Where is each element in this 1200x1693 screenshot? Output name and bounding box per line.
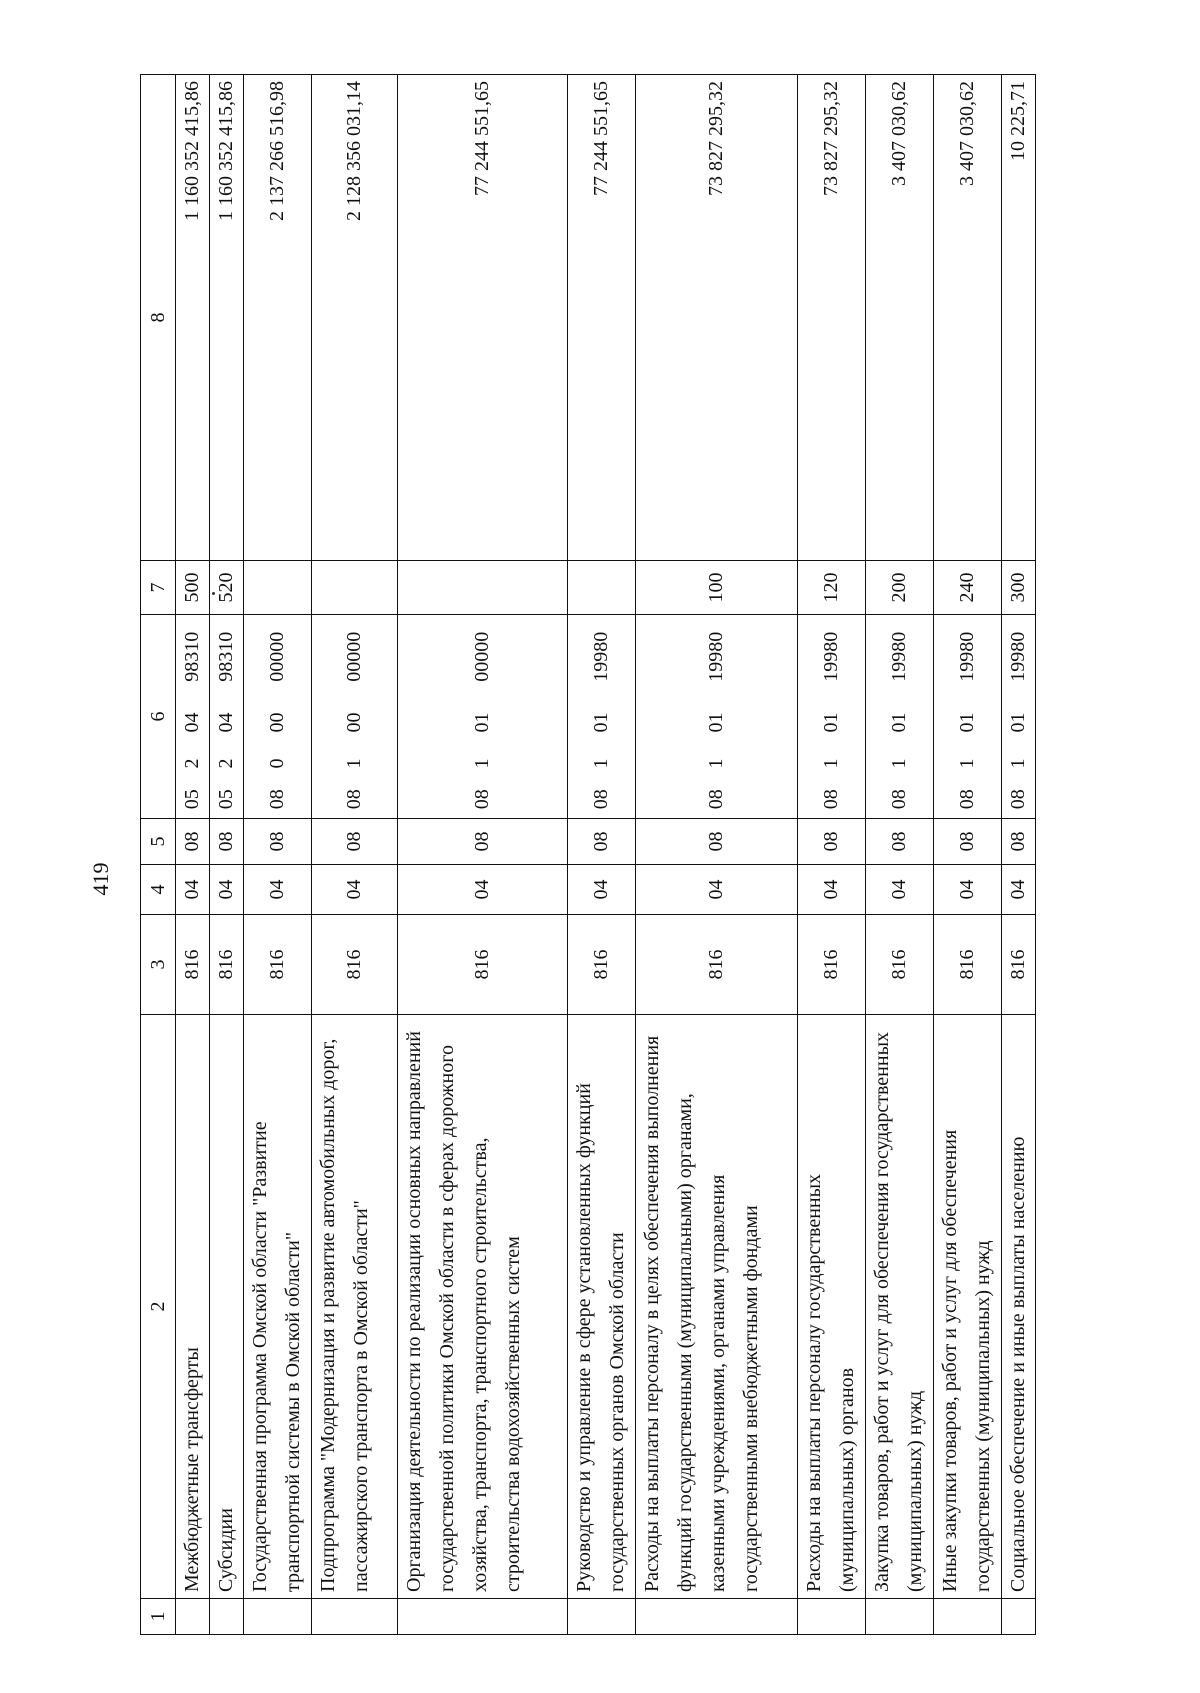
ministry-code: 816 <box>244 915 312 1015</box>
target-subprogram-code: 0 <box>244 747 312 781</box>
target-program-code: 08 <box>244 781 312 819</box>
expense-name: Государственная программа Омской области "Развитие транспортной системы в Омской области" <box>244 1015 312 1599</box>
subsection-code: 08 <box>866 819 934 865</box>
table-row <box>398 75 568 1635</box>
column-number: 8 <box>141 75 176 561</box>
amount: 2 137 266 516,98 <box>244 75 312 561</box>
row-marker-cell <box>244 1599 312 1635</box>
table-row <box>312 75 398 1635</box>
table-row <box>636 75 798 1635</box>
target-subprogram-code: 1 <box>1002 747 1036 781</box>
target-subprogram-code: 1 <box>798 747 866 781</box>
target-event-code: 01 <box>1002 699 1036 747</box>
target-subprogram-code: 2 <box>176 747 210 781</box>
amount: 1 160 352 415,86 <box>176 75 210 561</box>
target-subprogram-code: 1 <box>398 747 568 781</box>
target-subprogram-code: 1 <box>568 747 636 781</box>
target-direction-code: 98310 <box>176 615 210 699</box>
expense-name: Субсидии <box>210 1015 244 1599</box>
target-event-code: 00 <box>312 699 398 747</box>
ministry-code: 816 <box>210 915 244 1015</box>
section-code: 04 <box>176 865 210 915</box>
column-number: 2 <box>141 1015 176 1599</box>
section-code: 04 <box>312 865 398 915</box>
subsection-code: 08 <box>176 819 210 865</box>
row-marker-cell <box>1002 1599 1036 1635</box>
section-code: 04 <box>636 865 798 915</box>
amount: 1 160 352 415,86 <box>210 75 244 561</box>
amount: 2 128 356 031,14 <box>312 75 398 561</box>
ministry-code: 816 <box>312 915 398 1015</box>
target-subprogram-code: 2 <box>210 747 244 781</box>
expense-type-code <box>244 561 312 615</box>
amount: 10 225,71 <box>1002 75 1036 561</box>
expense-type-code <box>398 561 568 615</box>
subsection-code: 08 <box>398 819 568 865</box>
row-marker-cell <box>210 1599 244 1635</box>
target-program-code: 08 <box>866 781 934 819</box>
ministry-code: 816 <box>1002 915 1036 1015</box>
target-direction-code: 19980 <box>568 615 636 699</box>
row-marker-cell <box>798 1599 866 1635</box>
target-subprogram-code: 1 <box>312 747 398 781</box>
row-marker-cell <box>636 1599 798 1635</box>
table-row <box>244 75 312 1635</box>
section-code: 04 <box>244 865 312 915</box>
ministry-code: 816 <box>568 915 636 1015</box>
target-program-code: 08 <box>568 781 636 819</box>
target-direction-code: 00000 <box>398 615 568 699</box>
column-number-row <box>141 75 176 1635</box>
expense-name: Расходы на выплаты персоналу в целях обеспечения выполнения функций государственными (муниципальными) органами, казенными учреждениями, органами управления государственными внебюджетными фондами <box>636 1015 798 1599</box>
target-event-code: 04 <box>176 699 210 747</box>
target-program-code: 05 <box>176 781 210 819</box>
target-event-code: 01 <box>636 699 798 747</box>
target-event-code: 01 <box>398 699 568 747</box>
subsection-code: 08 <box>210 819 244 865</box>
subsection-code: 08 <box>568 819 636 865</box>
target-direction-code: 19980 <box>798 615 866 699</box>
expense-type-code <box>312 561 398 615</box>
target-event-code: 01 <box>798 699 866 747</box>
target-event-code: 01 <box>866 699 934 747</box>
target-direction-code: 00000 <box>312 615 398 699</box>
subsection-code: 08 <box>312 819 398 865</box>
target-subprogram-code: 1 <box>934 747 1002 781</box>
row-marker-cell <box>312 1599 398 1635</box>
row-marker-cell <box>398 1599 568 1635</box>
ministry-code: 816 <box>866 915 934 1015</box>
scan-speck <box>212 592 215 595</box>
amount: 77 244 551,65 <box>398 75 568 561</box>
target-program-code: 05 <box>210 781 244 819</box>
target-direction-code: 98310 <box>210 615 244 699</box>
section-code: 04 <box>934 865 1002 915</box>
ministry-code: 816 <box>176 915 210 1015</box>
expense-type-code: 300 <box>1002 561 1036 615</box>
target-event-code: 00 <box>244 699 312 747</box>
target-direction-code: 19980 <box>866 615 934 699</box>
target-program-code: 08 <box>934 781 1002 819</box>
page-number: 419 <box>88 862 113 896</box>
expense-type-code: 520 <box>210 561 244 615</box>
column-number: 4 <box>141 865 176 915</box>
target-subprogram-code: 1 <box>636 747 798 781</box>
target-subprogram-code: 1 <box>866 747 934 781</box>
rotated-page-content <box>88 75 1080 1635</box>
section-code: 04 <box>568 865 636 915</box>
target-event-code: 01 <box>568 699 636 747</box>
table-row <box>176 75 210 1635</box>
expense-name: Расходы на выплаты персоналу государственных (муниципальных) органов <box>798 1015 866 1599</box>
amount: 3 407 030,62 <box>934 75 1002 561</box>
ministry-code: 816 <box>636 915 798 1015</box>
expense-type-code: 200 <box>866 561 934 615</box>
expense-name: Социальное обеспечение и иные выплаты населению <box>1002 1015 1036 1599</box>
table-row <box>210 75 244 1635</box>
amount: 77 244 551,65 <box>568 75 636 561</box>
column-number: 6 <box>141 615 176 819</box>
amount: 73 827 295,32 <box>798 75 866 561</box>
column-number: 7 <box>141 561 176 615</box>
table-row <box>934 75 1002 1635</box>
section-code: 04 <box>798 865 866 915</box>
column-number: 5 <box>141 819 176 865</box>
subsection-code: 08 <box>1002 819 1036 865</box>
target-direction-code: 00000 <box>244 615 312 699</box>
section-code: 04 <box>210 865 244 915</box>
section-code: 04 <box>1002 865 1036 915</box>
target-event-code: 04 <box>210 699 244 747</box>
column-number: 3 <box>141 915 176 1015</box>
section-code: 04 <box>866 865 934 915</box>
ministry-code: 816 <box>934 915 1002 1015</box>
column-number: 1 <box>141 1599 176 1635</box>
table-row <box>798 75 866 1635</box>
table-row <box>1002 75 1036 1635</box>
budget-table <box>140 74 1036 1635</box>
subsection-code: 08 <box>244 819 312 865</box>
expense-name: Иные закупки товаров, работ и услуг для обеспечения государственных (муниципальных) нужд <box>934 1015 1002 1599</box>
expense-name: Организация деятельности по реализации основных направлений государственной политики Омской области в сферах дорожного хозяйства, транспорта, транспортного строительства, строительства водохозяйственных систем <box>398 1015 568 1599</box>
ministry-code: 816 <box>798 915 866 1015</box>
row-marker-cell <box>176 1599 210 1635</box>
row-marker-cell <box>568 1599 636 1635</box>
section-code: 04 <box>398 865 568 915</box>
expense-name: Руководство и управление в сфере установленных функций государственных органов Омской области <box>568 1015 636 1599</box>
subsection-code: 08 <box>636 819 798 865</box>
ministry-code: 816 <box>398 915 568 1015</box>
target-direction-code: 19980 <box>636 615 798 699</box>
expense-type-code: 120 <box>798 561 866 615</box>
target-program-code: 08 <box>798 781 866 819</box>
amount: 3 407 030,62 <box>866 75 934 561</box>
expense-name: Закупка товаров, работ и услуг для обеспечения государственных (муниципальных) нужд <box>866 1015 934 1599</box>
subsection-code: 08 <box>934 819 1002 865</box>
target-direction-code: 19980 <box>1002 615 1036 699</box>
target-event-code: 01 <box>934 699 1002 747</box>
expense-type-code: 500 <box>176 561 210 615</box>
expense-name: Подпрограмма "Модернизация и развитие автомобильных дорог, пассажирского транспорта в Омской области" <box>312 1015 398 1599</box>
target-program-code: 08 <box>1002 781 1036 819</box>
expense-type-code <box>568 561 636 615</box>
expense-type-code: 240 <box>934 561 1002 615</box>
table-row <box>866 75 934 1635</box>
target-program-code: 08 <box>636 781 798 819</box>
target-program-code: 08 <box>398 781 568 819</box>
amount: 73 827 295,32 <box>636 75 798 561</box>
expense-type-code: 100 <box>636 561 798 615</box>
expense-name: Межбюджетные трансферты <box>176 1015 210 1599</box>
row-marker-cell <box>934 1599 1002 1635</box>
target-direction-code: 19980 <box>934 615 1002 699</box>
row-marker-cell <box>866 1599 934 1635</box>
target-program-code: 08 <box>312 781 398 819</box>
table-row <box>568 75 636 1635</box>
subsection-code: 08 <box>798 819 866 865</box>
